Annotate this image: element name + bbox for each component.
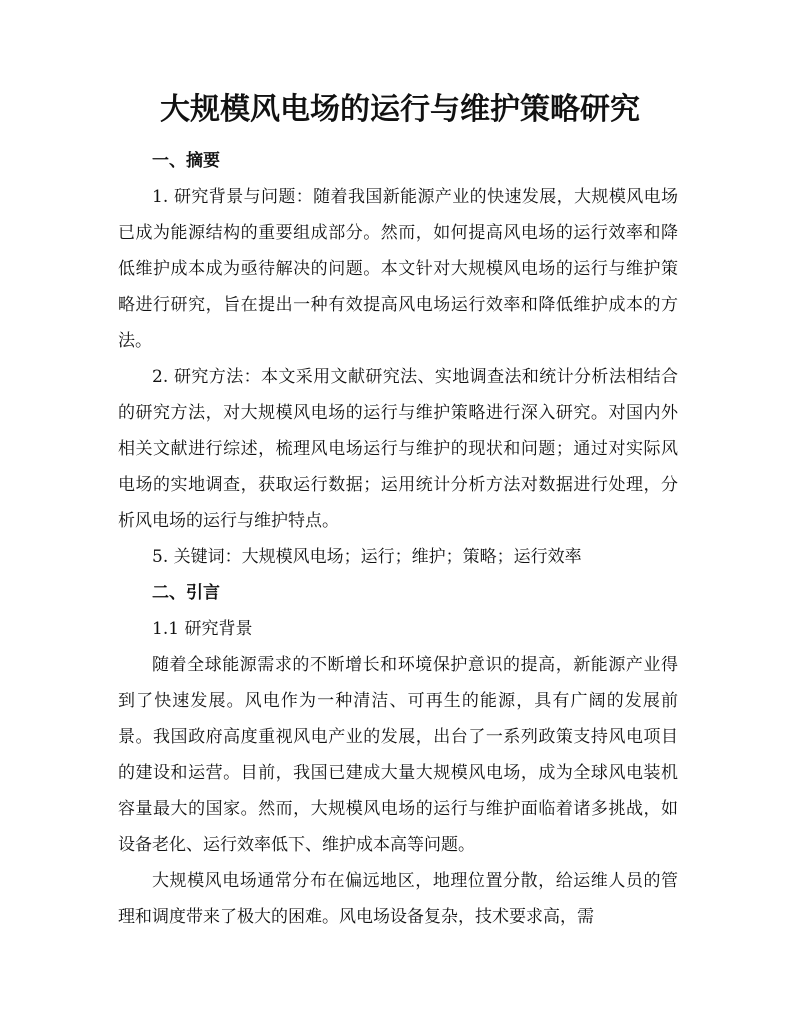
paragraph-research-method: 2. 研究方法：本文采用文献研究法、实地调查法和统计分析法相结合的研究方法，对大规模风电场的运行与维护策略进行深入研究。对国内外相关文献进行综述，梳理风电场运行与维护的现状和问题；通过对实际风电场的实地调查，获取运行数据；运用统计分析方法对数据进行处理，分析风电场的运行与维护特点。 xyxy=(118,367,678,531)
paragraph-intro-1: 随着全球能源需求的不断增长和环境保护意识的提高，新能源产业得到了快速发展。风电作为一种清洁、可再生的能源，具有广阔的发展前景。我国政府高度重视风电产业的发展，出台了一系列政策支持风电项目的建设和运营。目前，我国已建成大量大规模风电场，成为全球风电装机容量最大的国家。然而，大规模风电场的运行与维护面临着诸多挑战，如设备老化、运行效率低下、维护成本高等问题。 xyxy=(118,655,678,855)
paragraph-keywords: 5. 关键词：大规模风电场；运行；维护；策略；运行效率 xyxy=(152,547,582,567)
section-heading-introduction: 二、引言 xyxy=(152,583,220,603)
paragraph-intro-2: 大规模风电场通常分布在偏远地区，地理位置分散，给运维人员的管理和调度带来了极大的困难。风电场设备复杂，技术要求高，需 xyxy=(118,871,678,927)
document-title: 大规模风电场的运行与维护策略研究 xyxy=(160,92,640,127)
section-heading-abstract: 一、摘要 xyxy=(152,151,220,171)
document-body xyxy=(118,143,678,935)
paragraph-research-background: 1. 研究背景与问题：随着我国新能源产业的快速发展，大规模风电场已成为能源结构的重要组成部分。然而，如何提高风电场的运行效率和降低维护成本成为亟待解决的问题。本文针对大规模风电场的运行与维护策略进行研究，旨在提出一种有效提高风电场运行效率和降低维护成本的方法。 xyxy=(118,187,678,351)
subsection-heading-background: 1.1 研究背景 xyxy=(152,619,253,639)
